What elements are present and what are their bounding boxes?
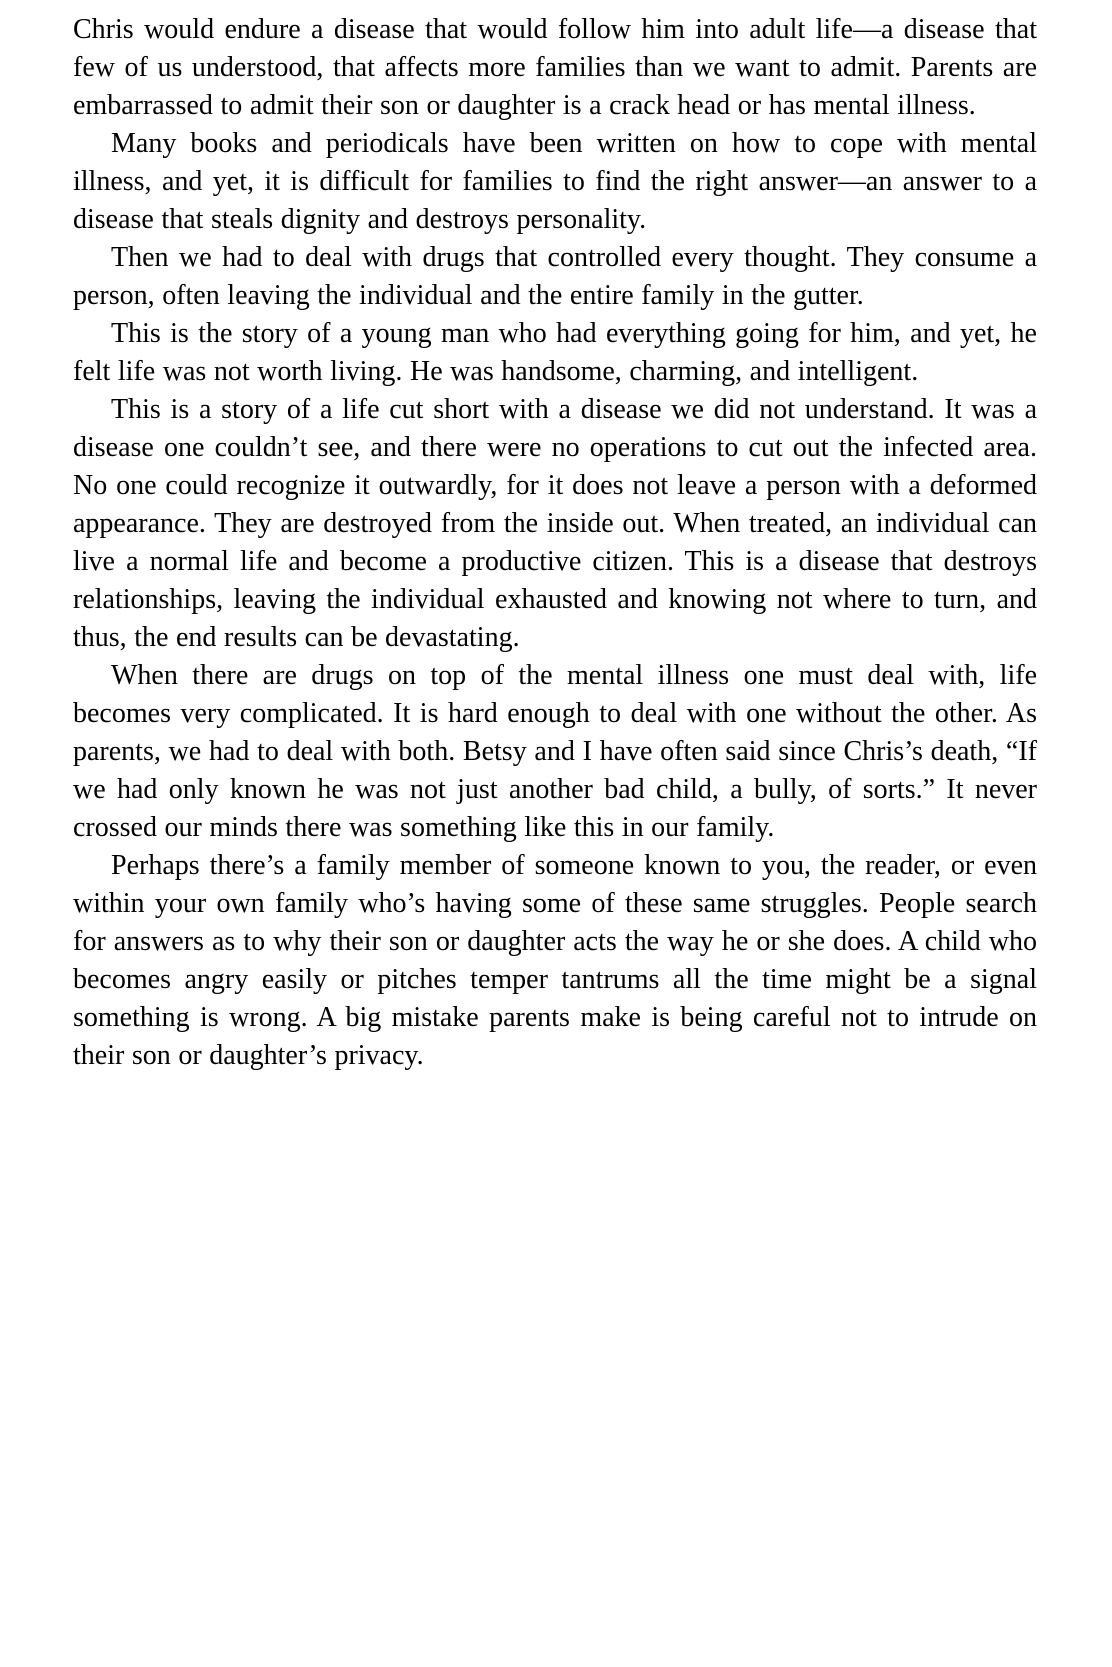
- paragraph-3: Then we had to deal with drugs that controlled every thought. They consume a person, often leaving the individual and the entire family in the gutter.: [73, 242, 1037, 311]
- paragraph-5: This is a story of a life cut short with a disease we did not understand. It was a disease one couldn’t see, and there were no operations to cut out the infected area. No one could recognize it outwardly, for it does not leave a person with a deformed appearance. They are destroyed from the inside out. When treated, an individual can live a normal life and become a productive citizen. This is a disease that destroys relationships, leaving the individual exhausted and knowing not where to turn, and thus, the end results can be devastating.: [73, 394, 1037, 653]
- paragraph-1: Chris would endure a disease that would follow him into adult life—a disease that few of us understood, that affects more families than we want to admit. Parents are embarrassed to admit their son or daughter is a crack head or has mental illness.: [73, 14, 1037, 121]
- paragraph-2: Many books and periodicals have been written on how to cope with mental illness, and yet, it is difficult for families to find the right answer—an answer to a disease that steals dignity and destroys personality.: [73, 128, 1037, 235]
- paragraph-7: Perhaps there’s a family member of someone known to you, the reader, or even within your own family who’s having some of these same struggles. People search for answers as to why their son or daughter acts the way he or she does. A child who becomes angry easily or pitches temper tantrums all the time might be a signal something is wrong. A big mistake parents make is being careful not to intrude on their son or daughter’s privacy.: [73, 850, 1037, 1071]
- paragraph-4: This is the story of a young man who had everything going for him, and yet, he felt life was not worth living. He was handsome, charming, and intelligent.: [73, 318, 1037, 387]
- paragraph-6: When there are drugs on top of the mental illness one must deal with, life becomes very complicated. It is hard enough to deal with one without the other. As parents, we had to deal with both. Betsy and I have often said since Chris’s death, “If we had only known he was not just another bad child, a bully, of sorts.” It never crossed our minds there was something like this in our family.: [73, 660, 1037, 843]
